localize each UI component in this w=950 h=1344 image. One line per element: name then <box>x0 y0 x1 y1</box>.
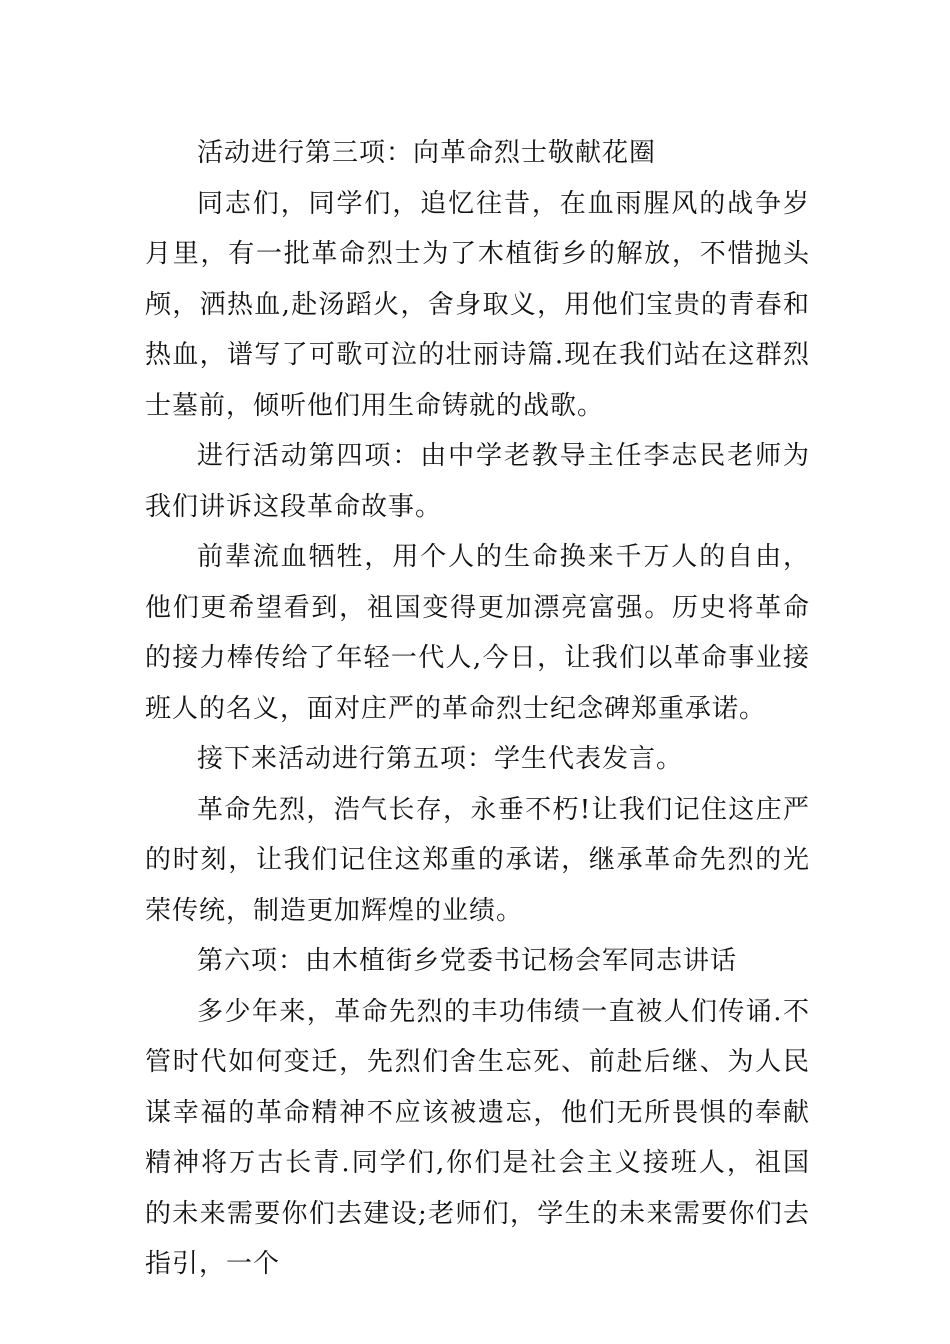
paragraph-commemoration: 同志们，同学们，追忆往昔，在血雨腥风的战争岁月里，有一批革命烈士为了木植街乡的解放，不惜抛头颅，洒热血,赴汤蹈火，舍身取义，用他们宝贵的青春和热血，谱写了可歌可泣的壮丽诗篇.现在我们站在这群烈士墓前，倾听他们用生命铸就的战歌。 <box>145 188 810 421</box>
paragraph-activity-six: 第六项：由木植街乡党委书记杨会军同志讲话 <box>197 946 738 976</box>
paragraph-activity-five: 接下来活动进行第五项：学生代表发言。 <box>197 744 684 774</box>
paragraph-tribute: 革命先烈，浩气长存，永垂不朽!让我们记住这庄严的时刻，让我们记住这郑重的承诺，继承革命先烈的光荣传统，制造更加辉煌的业绩。 <box>145 794 810 926</box>
paragraph-activity-four: 进行活动第四项：由中学老教导主任李志民老师为我们讲诉这段革命故事。 <box>145 441 810 522</box>
document-body <box>145 128 810 1290</box>
paragraph-activity-three: 活动进行第三项：向革命烈士敬献花圈 <box>197 138 657 168</box>
paragraph-speech: 多少年来，革命先烈的丰功伟绩一直被人们传诵.不管时代如何变迁，先烈们舍生忘死、前赴后继、为人民谋幸福的革命精神不应该被遗忘，他们无所畏惧的奉献精神将万古长青.同学们,你们是社会主义接班人，祖国的未来需要你们去建设;老师们，学生的未来需要你们去指引，一个 <box>145 996 810 1279</box>
paragraph-pledge: 前辈流血牺牲，用个人的生命换来千万人的自由，他们更希望看到，祖国变得更加漂亮富强。历史将革命的接力棒传给了年轻一代人,今日，让我们以革命事业接班人的名义，面对庄严的革命烈士纪念碑郑重承诺。 <box>145 542 810 724</box>
